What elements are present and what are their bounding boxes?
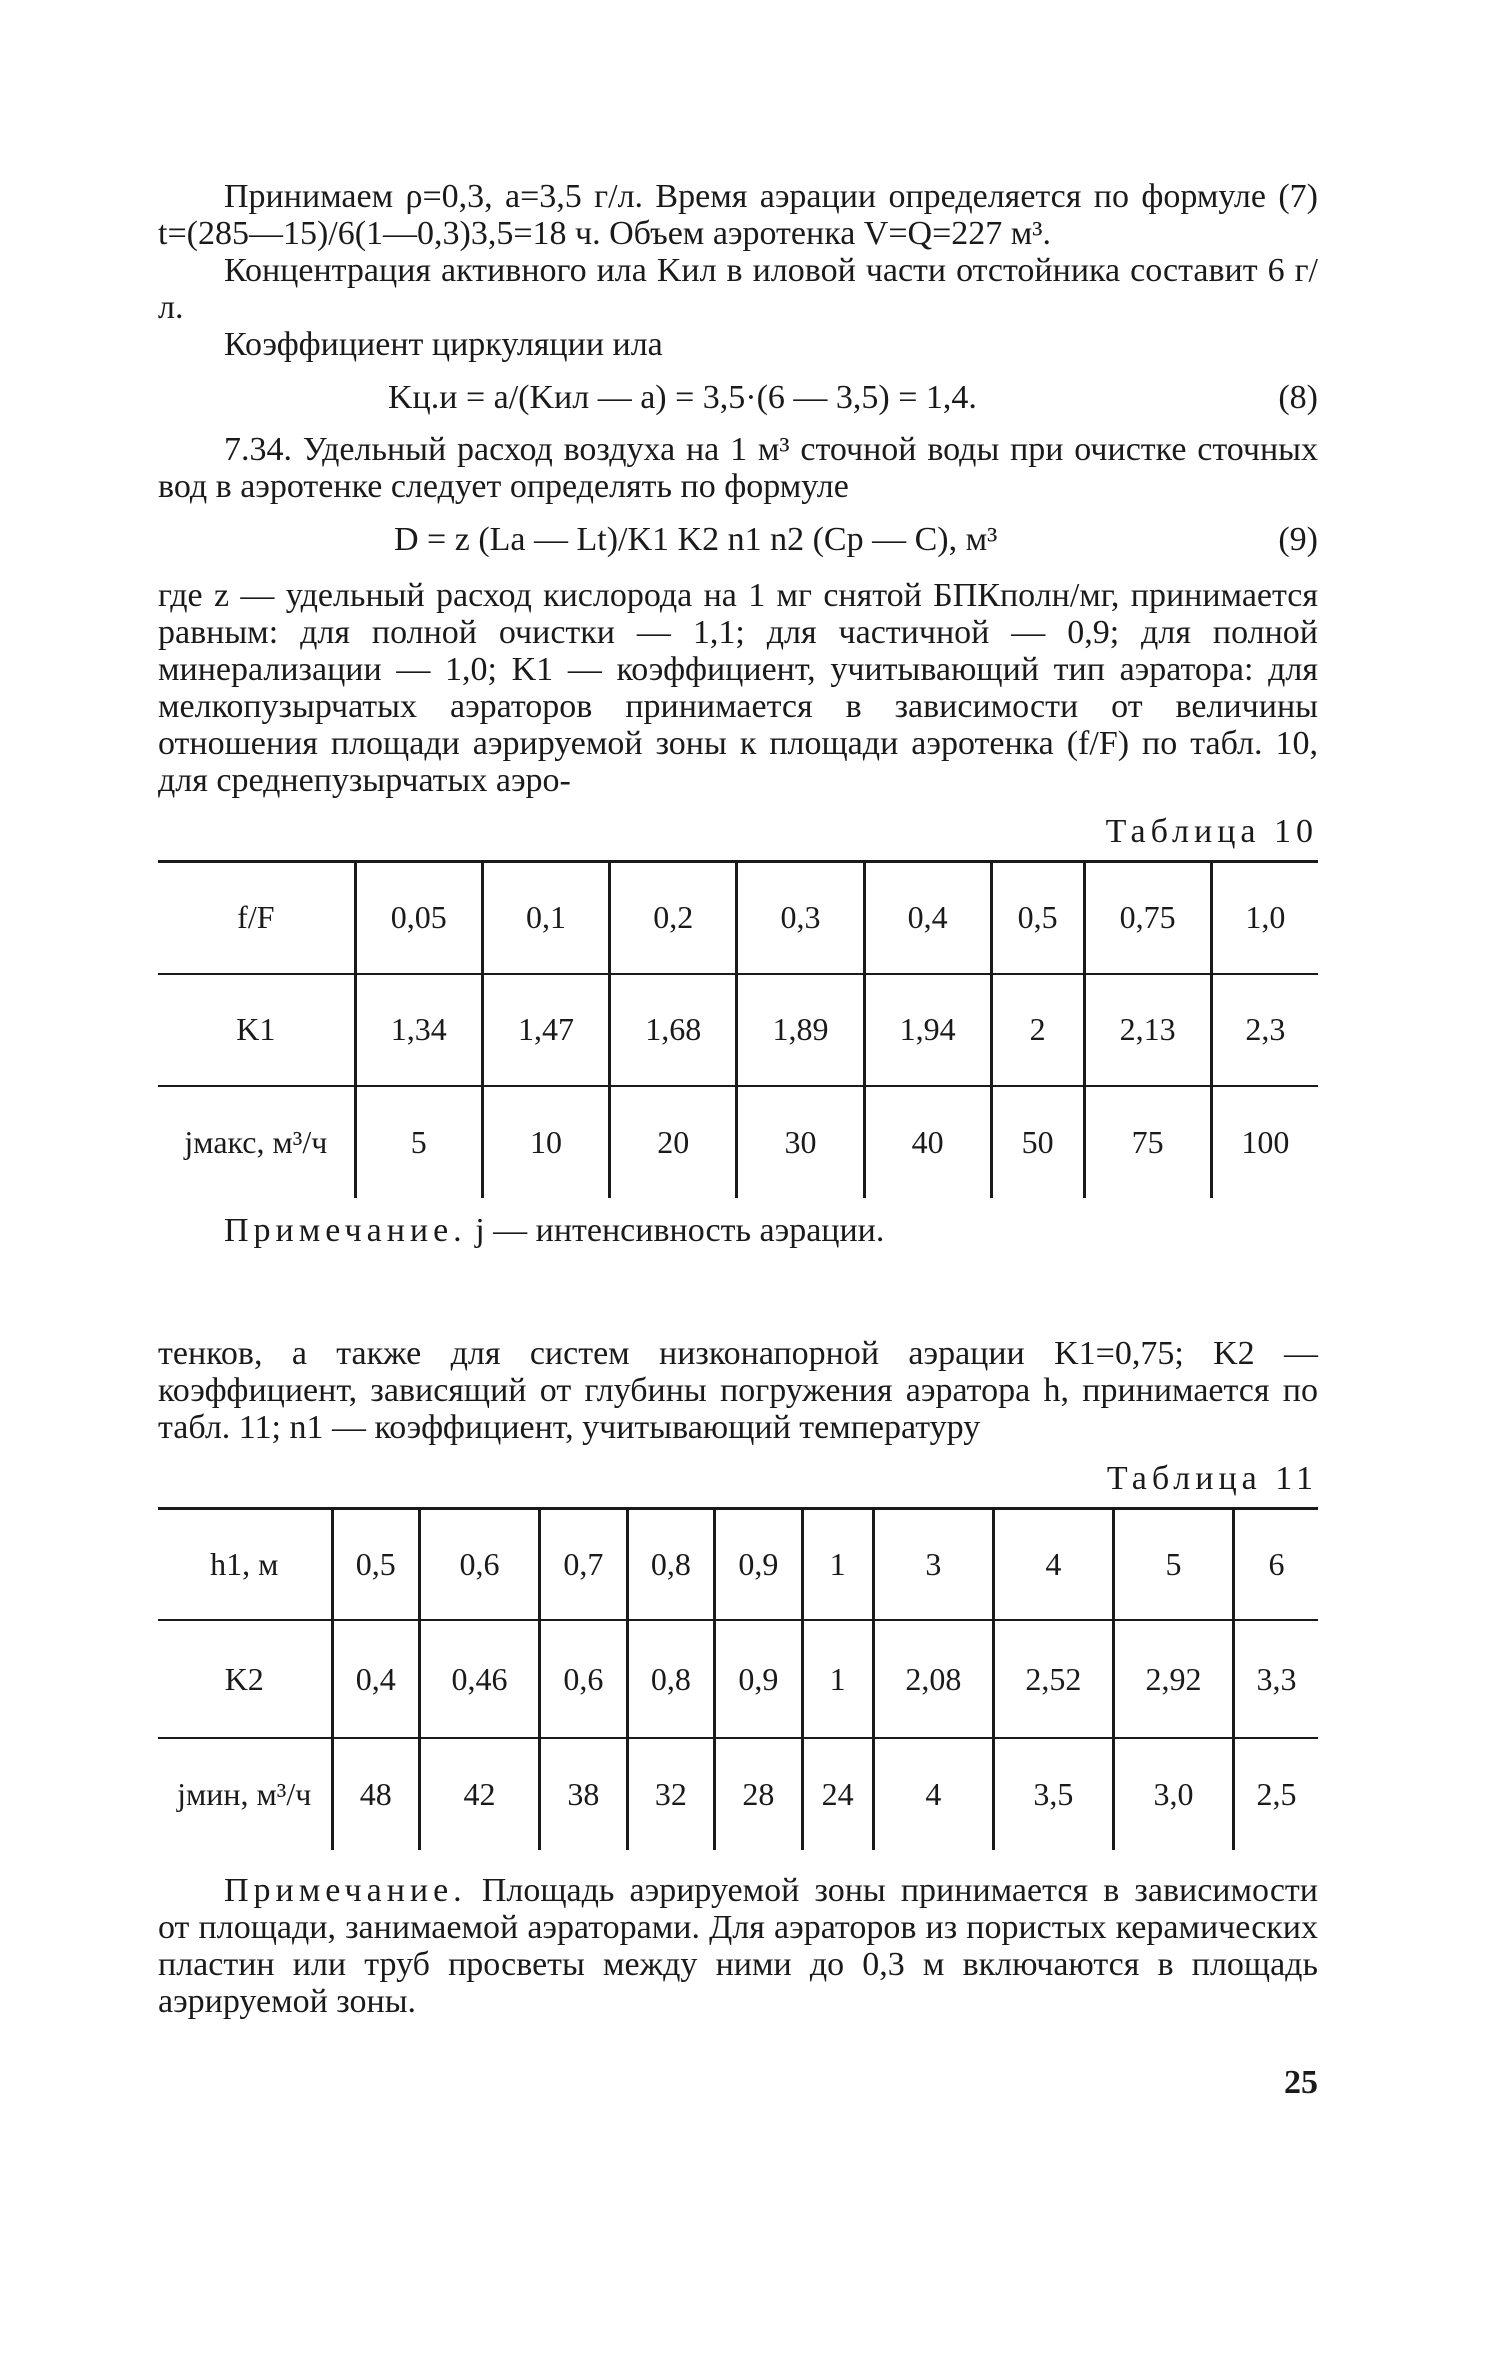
table-cell: 0,75 — [1084, 862, 1211, 974]
table-cell: 0,4 — [864, 862, 991, 974]
table-cell: 0,5 — [991, 862, 1084, 974]
table-cell: 1,47 — [482, 974, 609, 1086]
table-cell: 3,3 — [1233, 1620, 1318, 1738]
table-cell: jмакс, м³/ч — [184, 1123, 328, 1160]
paragraph-1: Принимаем ρ=0,3, а=3,5 г/л. Время аэрации определяется по формуле (7) t=(285—15)/6(1—0,3)3,5=18 ч. Объем аэротенка V=Q=227 м³. — [158, 178, 1318, 252]
table-cell: 24 — [802, 1738, 873, 1850]
table-cell: 0,05 — [355, 862, 482, 974]
paragraph-5: где z — удельный расход кислорода на 1 мг снятой БПКполн/мг, принимается равным: для полной очистки — 1,1; для частичной — 0,9; для полной минерализации — 1,0; K1 — коэффициент, учитывающий тип аэратора: для мелкопузырчатых аэраторов принимается в зависимости от величины отношения площади аэрируемой зоны к площади аэротенка (f/F) по табл. 10, для среднепузырчатых аэро- — [158, 577, 1318, 799]
table-cell: jмин, м³/ч — [177, 1776, 312, 1812]
table-cell: 2,5 — [1233, 1738, 1318, 1850]
table-cell: 75 — [1084, 1086, 1211, 1198]
table-cell: 0,9 — [715, 1620, 803, 1738]
formula-8 — [158, 371, 1318, 423]
table-cell: 40 — [864, 1086, 991, 1198]
table-cell: 1,0 — [1211, 862, 1318, 974]
table-row — [158, 1086, 1318, 1198]
table-cell: 0,2 — [610, 862, 737, 974]
table-cell: 0,3 — [737, 862, 864, 974]
table-10 — [158, 860, 1318, 1198]
note-text: j — интенсивность аэрации. — [466, 1211, 885, 1249]
formula-9 — [158, 513, 1318, 565]
table-cell: 2,92 — [1113, 1620, 1233, 1738]
table-cell: 0,1 — [482, 862, 609, 974]
table-11-caption: Таблица 11 — [1106, 1459, 1318, 1497]
formula-8-expression: Kц.и = а/(Kил — а) = 3,5·(6 — 3,5) = 1,4. — [388, 379, 977, 416]
formula-9-number: (9) — [1278, 521, 1318, 558]
formula-9-expression: D = z (Lа — Lt)/K1 K2 n1 n2 (Cр — C), м³ — [394, 521, 998, 558]
table-cell: 2,3 — [1211, 974, 1318, 1086]
table-cell: 3 — [873, 1508, 993, 1620]
table-cell: 0,7 — [540, 1508, 628, 1620]
paragraph-4: 7.34. Удельный расход воздуха на 1 м³ сточной воды при очистке сточных вод в аэротенке следует определять по формуле — [158, 431, 1318, 505]
page-number: 25 — [1284, 2064, 1318, 2101]
table-cell: 1,68 — [610, 974, 737, 1086]
table-cell: 2,13 — [1084, 974, 1211, 1086]
table-cell: 100 — [1211, 1086, 1318, 1198]
table-row — [158, 1508, 1318, 1620]
table-11 — [158, 1507, 1318, 1851]
paragraph-2: Концентрация активного ила Kил в иловой части отстойника составит 6 г/л. — [158, 252, 1318, 326]
table-cell: 0,8 — [627, 1620, 715, 1738]
table-cell: h1, м — [210, 1545, 279, 1582]
table-cell: 0,4 — [332, 1620, 420, 1738]
note-text: Площадь аэрируемой зоны принимается в зависимости от площади, занимаемой аэраторами. Для аэраторов из пористых керамических пластин или труб просветы между ними до 0,3 м включаются в площадь аэрируемой зоны. — [158, 1872, 1318, 2020]
table-cell: 6 — [1233, 1508, 1318, 1620]
table-cell: 4 — [873, 1738, 993, 1850]
table-10-caption: Таблица 10 — [1105, 813, 1318, 850]
table-cell: 3,0 — [1113, 1738, 1233, 1850]
note-label: Примечание. — [224, 1872, 467, 1909]
table-cell: 0,8 — [627, 1508, 715, 1620]
note-label: Примечание. — [224, 1211, 467, 1249]
table-cell: 5 — [1113, 1508, 1233, 1620]
table-cell: 0,6 — [420, 1508, 540, 1620]
table-cell: 20 — [610, 1086, 737, 1198]
table-cell: 3,5 — [993, 1738, 1113, 1850]
table-cell: 50 — [991, 1086, 1084, 1198]
table-cell: f/F — [237, 899, 275, 936]
table-cell: 32 — [627, 1738, 715, 1850]
table-cell: 1,94 — [864, 974, 991, 1086]
table-cell: 2 — [991, 974, 1084, 1086]
table-cell: 0,46 — [420, 1620, 540, 1738]
table-cell: 48 — [332, 1738, 420, 1850]
table-cell: 1,34 — [355, 974, 482, 1086]
table-cell: 2,52 — [993, 1620, 1113, 1738]
table-11-note — [158, 1872, 1318, 2020]
table-cell: 5 — [355, 1086, 482, 1198]
table-row — [158, 1620, 1318, 1738]
table-cell: 42 — [420, 1738, 540, 1850]
table-cell: 10 — [482, 1086, 609, 1198]
table-10-note — [158, 1212, 1318, 1249]
table-cell: 0,5 — [332, 1508, 420, 1620]
page-content — [158, 178, 1318, 2124]
table-cell: 1 — [802, 1620, 873, 1738]
table-cell: 4 — [993, 1508, 1113, 1620]
table-cell: 0,9 — [715, 1508, 803, 1620]
table-cell: K2 — [224, 1660, 264, 1697]
paragraph-3: Коэффициент циркуляции ила — [224, 326, 663, 363]
page-footer — [158, 2044, 1318, 2124]
table-row — [158, 974, 1318, 1086]
table-row — [158, 1738, 1318, 1850]
table-cell: 1,89 — [737, 974, 864, 1086]
table-cell: 28 — [715, 1738, 803, 1850]
table-cell: 0,6 — [540, 1620, 628, 1738]
table-cell: 30 — [737, 1086, 864, 1198]
table-cell: 38 — [540, 1738, 628, 1850]
table-cell: K1 — [236, 1011, 276, 1047]
table-cell: 1 — [802, 1508, 873, 1620]
formula-8-number: (8) — [1278, 379, 1318, 416]
table-cell: 2,08 — [873, 1620, 993, 1738]
table-row — [158, 862, 1318, 974]
paragraph-6: тенков, а также для систем низконапорной аэрации K1=0,75; K2 — коэффициент, зависящий от глубины погружения аэратора h, принимается по табл. 11; n1 — коэффициент, учитывающий температуру — [158, 1334, 1318, 1446]
